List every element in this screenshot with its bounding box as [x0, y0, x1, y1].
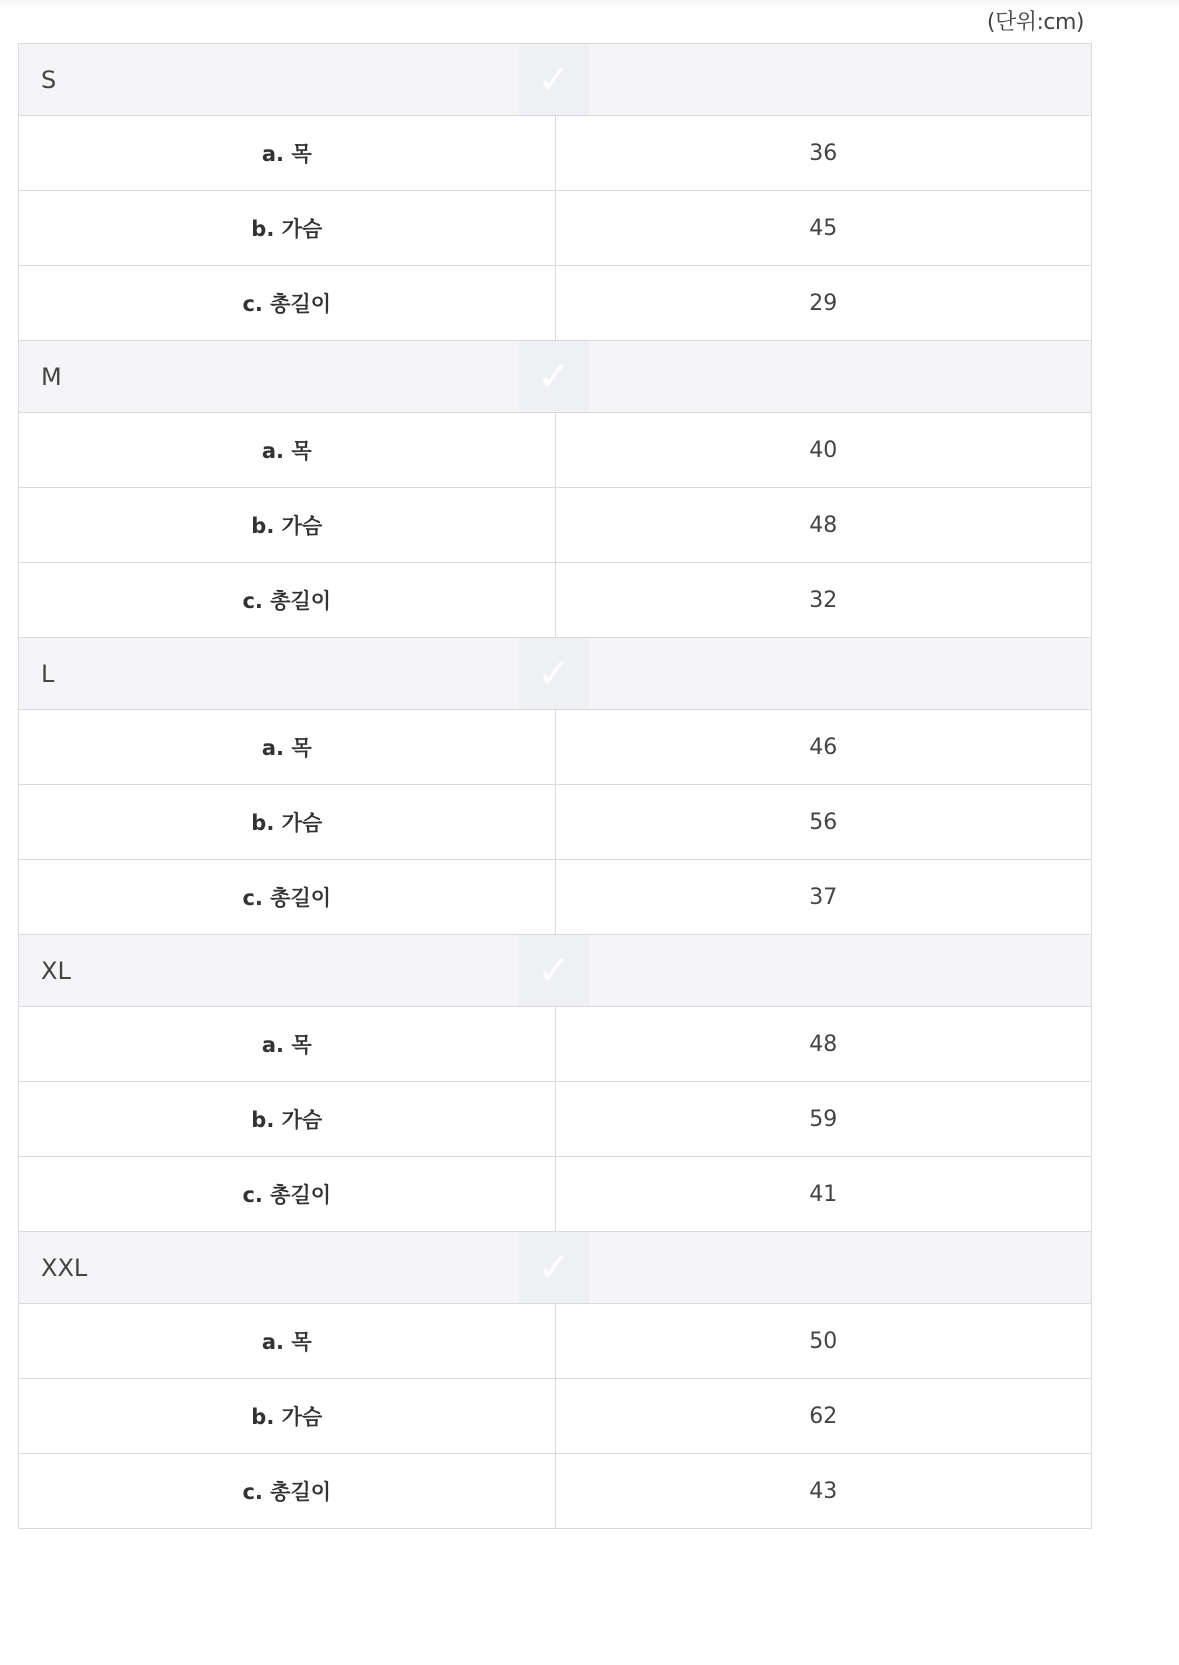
size-label: L [41, 659, 55, 688]
table-row [19, 785, 1092, 860]
measure-label: a. 목 [19, 710, 556, 785]
table-row [19, 1379, 1092, 1454]
size-label: S [41, 65, 57, 94]
measure-value: 32 [555, 563, 1092, 638]
check-icon: ✓ [519, 638, 589, 709]
size-group-header[interactable] [19, 44, 1092, 116]
measure-label: b. 가슴 [19, 488, 556, 563]
measure-label: c. 총길이 [19, 1157, 556, 1232]
size-group-header[interactable] [19, 935, 1092, 1007]
table-row [19, 116, 1092, 191]
measure-label: a. 목 [19, 116, 556, 191]
table-row [19, 1082, 1092, 1157]
measure-value: 62 [555, 1379, 1092, 1454]
measure-value: 41 [555, 1157, 1092, 1232]
measure-value: 40 [555, 413, 1092, 488]
table-row [19, 488, 1092, 563]
table-row [19, 413, 1092, 488]
size-group-row[interactable] [19, 638, 1092, 710]
measure-label: b. 가슴 [19, 191, 556, 266]
measure-value: 48 [555, 1007, 1092, 1082]
measure-value: 45 [555, 191, 1092, 266]
table-row [19, 1454, 1092, 1529]
table-row [19, 191, 1092, 266]
measure-value: 56 [555, 785, 1092, 860]
measure-label: c. 총길이 [19, 1454, 556, 1529]
measure-value: 48 [555, 488, 1092, 563]
unit-label: (단위:cm) [986, 10, 1084, 35]
size-group-header[interactable] [19, 638, 1092, 710]
size-group-row[interactable] [19, 341, 1092, 413]
measure-value: 37 [555, 860, 1092, 935]
size-group-header[interactable] [19, 1232, 1092, 1304]
measure-value: 29 [555, 266, 1092, 341]
table-row [19, 1157, 1092, 1232]
measure-label: b. 가슴 [19, 1379, 556, 1454]
size-label: XXL [41, 1253, 88, 1282]
measure-label: b. 가슴 [19, 785, 556, 860]
measure-value: 50 [555, 1304, 1092, 1379]
size-label: M [41, 362, 62, 391]
measure-value: 36 [555, 116, 1092, 191]
measure-label: a. 목 [19, 1304, 556, 1379]
measure-label: c. 총길이 [19, 266, 556, 341]
measure-label: b. 가슴 [19, 1082, 556, 1157]
check-icon: ✓ [519, 935, 589, 1006]
table-row [19, 1007, 1092, 1082]
measure-value: 43 [555, 1454, 1092, 1529]
size-label: XL [41, 956, 71, 985]
table-row [19, 710, 1092, 785]
table-row [19, 266, 1092, 341]
check-icon: ✓ [519, 341, 589, 412]
measure-value: 59 [555, 1082, 1092, 1157]
check-icon: ✓ [519, 1232, 589, 1303]
size-table [18, 43, 1092, 1529]
measure-value: 46 [555, 710, 1092, 785]
table-row [19, 563, 1092, 638]
size-group-row[interactable] [19, 935, 1092, 1007]
measure-label: a. 목 [19, 413, 556, 488]
measure-label: c. 총길이 [19, 563, 556, 638]
measure-label: c. 총길이 [19, 860, 556, 935]
measure-label: a. 목 [19, 1007, 556, 1082]
size-group-row[interactable] [19, 44, 1092, 116]
size-group-header[interactable] [19, 341, 1092, 413]
size-group-row[interactable] [19, 1232, 1092, 1304]
table-row [19, 860, 1092, 935]
table-row [19, 1304, 1092, 1379]
check-icon: ✓ [519, 44, 589, 115]
